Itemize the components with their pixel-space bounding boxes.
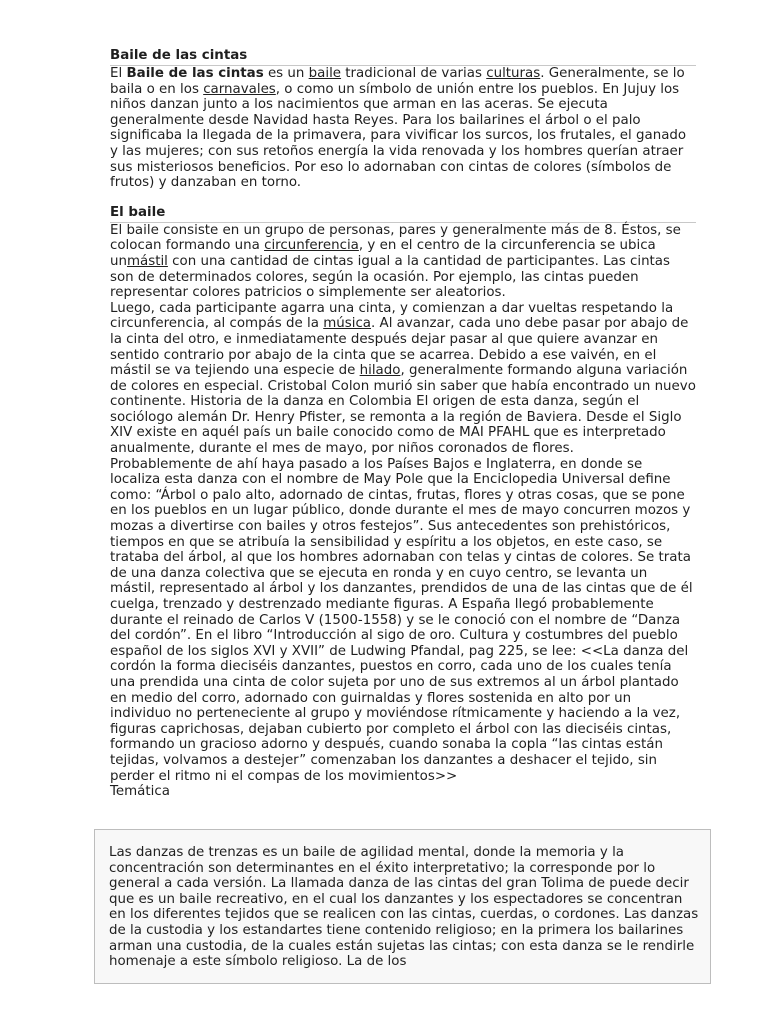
link-musica[interactable]: música <box>323 316 372 332</box>
text-run: con una cantidad de cintas igual a la cantidad de participantes. Las cintas son de determinados colores, según la ocasión. Por ejemplo, las cintas pueden representar colores patricios o simplemente ser aleatorios. <box>110 253 670 301</box>
section-title-el-baile: El baile <box>110 205 696 223</box>
baile-paragraph-1 <box>110 223 696 301</box>
text-run: , o como un símbolo de unión entre los pueblos. En Jujuy los niños danzan junto a los nacimientos que arman en las aceras. Se ejecuta generalmente desde Navidad hasta Reyes. Para los bailarines el árbol o el palo significaba la llegada de la primavera, para vivificar los surcos, los frutales, el ganado y las mujeres; con sus retoños energía la vida renovada y los hombres querían atraer sus misteriosos beneficios. Por eso lo adornaban con cintas de colores (símbolos de frutos) y danzaban en torno. <box>110 81 687 191</box>
text-run: , generalmente formando alguna variación de colores en especial. Cristobal Colon murió sin saber que había encontrado un nuevo continente. Historia de la danza en Colombia El origen de esta danza, según el sociólogo alemán Dr. Henry Pfister, se remonta a la región de Baviera. Desde el Siglo XIV existe en aquél país un baile conocido como de MAI PFAHL que es interpretado anualmente, durante el mes de mayo, por niños coronados de flores. <box>110 363 696 457</box>
text-run: Luego, cada participante agarra una cinta, y comienzan a dar vueltas respetando la circunferencia, al compás de la <box>110 300 674 332</box>
link-culturas[interactable]: culturas <box>486 66 541 81</box>
intro-paragraph <box>110 66 696 191</box>
link-baile[interactable]: baile <box>308 66 342 81</box>
link-circunferencia[interactable]: circunferencia <box>264 238 359 254</box>
section-title-baile-de-las-cintas: Baile de las cintas <box>110 48 696 66</box>
tematica-label: Temática <box>110 784 170 800</box>
bold-term: Baile de las cintas <box>126 66 264 81</box>
document-content <box>110 48 696 800</box>
text-run: El baile consiste en un grupo de personas, pares y generalmente más de 8. Éstos, se colocan formando una <box>110 222 681 254</box>
text-run: , y en el centro de la circunferencia se ubica un <box>110 238 656 269</box>
text-run: . Al avanzar, cada uno debe pasar por abajo de la cinta del otro, e inmediatamente después dejar pasar al que quiere avanzar en sentido contrario por abajo de la cinta que se acarrea. Debido a ese vaivén, en el mástil se va tejiendo una especie de <box>110 316 689 379</box>
baile-paragraph-3: Probablemente de ahí haya pasado a los Países Bajos e Inglaterra, en donde se localiza esta danza con el nombre de May Pole que la Enciclopedia Universal define como: “Árbol o palo alto, adornado de cintas, frutas, flores y otras cosas, que se pone en los pueblos en un lugar público, donde durante el mes de mayo concurren mozos y mozas a divertirse con bailes y otros festejos”. Sus antecedentes son prehistóricos, tiempos en que se atribuía la sensibilidad y espíritu a los objetos, en este caso, se trataba del árbol, al que los hombres adornaban con telas y cintas de colores. Se trata de una danza colectiva que se ejecuta en ronda y en cuyo centro, se levanta un mástil, representado al árbol y los danzantes, prendidos de una de las cintas que de él cuelga, trenzado y destrenzado mediante figuras. A España llegó probablemente durante el reinado de Carlos V (1500-1558) y se le conoció con el nombre de “Danza del cordón”. En el libro “Introducción al sigo de oro. Cultura y costumbres del pueblo español de los siglos XVI y XVII” de Ludwing Pfandal, pag 225, se lee: <<La danza del cordón la forma dieciséis danzantes, puestos en corro, cada uno de los cuales tenía una prendida una cinta de color sujeta por uno de sus extremos al un árbol plantado en medio del corro, adornado con guirnaldas y flores sostenida en alto por un individuo no perteneciente al grupo y moviéndose rítmicamente y haciendo a la vez, figuras caprichosas, dejaban cubierto por completo el árbol con las dieciséis cintas, formando un gracioso adorno y después, cuando sonaba la copla “las cintas están tejidas, volvamos a destejer” comenzaban los danzantes a deshacer el tejido, sin perder el ritmo ni el compas de los movimientos>> <box>110 456 693 784</box>
baile-paragraph-2 <box>110 301 696 457</box>
text-run: . Generalmente, se lo baila o en los <box>110 66 685 97</box>
text-run: es un <box>263 66 309 81</box>
tematica-box-text: Las danzas de trenzas es un baile de agilidad mental, donde la memoria y la concentración son determinantes en el éxito interpretativo; la corresponde por lo general a cada versión. La llamada danza de las cintas del gran Tolima de puede decir que es un baile recreativo, en el cual los danzantes y los espectadores se concentran en los diferentes tejidos que se realicen con las cintas, cuerdas, o cordones. Las danzas de la custodia y los estandartes tiene contenido religioso; en la primera los bailarines arman una custodia, de la cuales están sujetas las cintas; con esta danza se le rendirle homenaje a este símbolo religioso. La de los <box>109 845 699 970</box>
text-run: El <box>110 66 127 81</box>
link-hilado[interactable]: hilado <box>359 363 401 379</box>
link-carnavales[interactable]: carnavales <box>203 81 276 97</box>
link-mastil[interactable]: mástil <box>126 253 168 269</box>
tematica-box <box>94 829 711 984</box>
text-run: tradicional de varias <box>341 66 487 81</box>
